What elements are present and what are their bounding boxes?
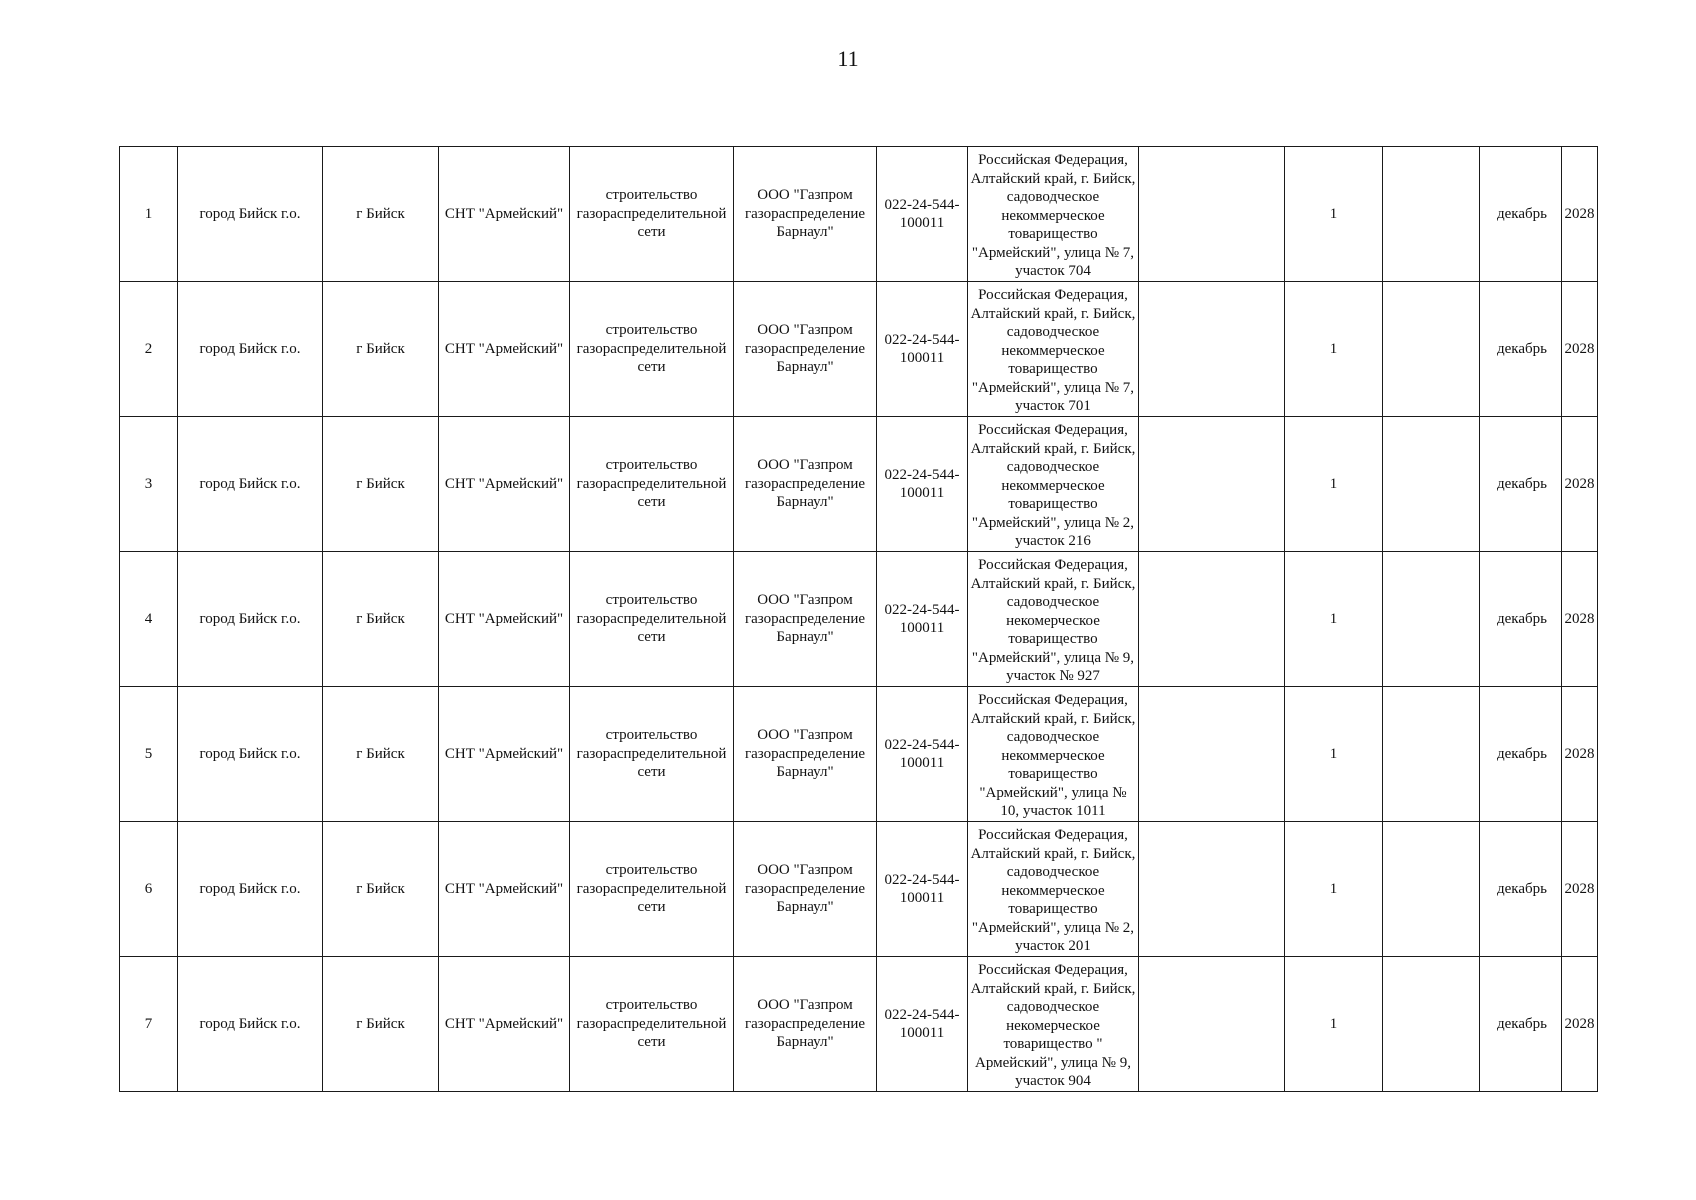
month-cell: декабрь xyxy=(1480,822,1562,957)
month-cell: декабрь xyxy=(1480,147,1562,282)
district-cell: город Бийск г.о. xyxy=(178,957,323,1092)
work-type-cell: строительство газораспределительной сети xyxy=(570,822,734,957)
month-cell: декабрь xyxy=(1480,282,1562,417)
page-number: 11 xyxy=(837,46,859,71)
settlement-cell: г Бийск xyxy=(323,957,439,1092)
object-name-cell: СНТ "Армейский" xyxy=(439,417,570,552)
object-name-cell: СНТ "Армейский" xyxy=(439,282,570,417)
table-row xyxy=(120,687,1598,822)
empty-cell xyxy=(1383,417,1480,552)
empty-cell xyxy=(1383,687,1480,822)
organization-cell: ООО "Газпром газораспределение Барнаул" xyxy=(734,282,877,417)
organization-cell: ООО "Газпром газораспределение Барнаул" xyxy=(734,552,877,687)
empty-cell xyxy=(1383,822,1480,957)
district-cell: город Бийск г.о. xyxy=(178,552,323,687)
organization-cell: ООО "Газпром газораспределение Барнаул" xyxy=(734,147,877,282)
row-number-cell: 2 xyxy=(120,282,178,417)
work-type-cell: строительство газораспределительной сети xyxy=(570,417,734,552)
quantity-cell: 1 xyxy=(1285,552,1383,687)
year-cell: 2028 xyxy=(1562,417,1598,552)
work-type-cell: строительство газораспределительной сети xyxy=(570,147,734,282)
object-name-cell: СНТ "Армейский" xyxy=(439,687,570,822)
row-number-cell: 5 xyxy=(120,687,178,822)
empty-cell xyxy=(1383,552,1480,687)
empty-cell xyxy=(1383,957,1480,1092)
settlement-cell: г Бийск xyxy=(323,687,439,822)
table-row xyxy=(120,147,1598,282)
address-cell: Российская Федерация, Алтайский край, г. Бийск, садоводческое некоммерческое товарищество "Армейский", улица № 10, участок 1011 xyxy=(968,687,1139,822)
address-cell: Российская Федерация, Алтайский край, г. Бийск, садоводческое некоммерческое товарищество "Армейский", улица № 7, участок 704 xyxy=(968,147,1139,282)
empty-cell xyxy=(1383,147,1480,282)
program-code-cell: 022-24-544-100011 xyxy=(877,957,968,1092)
object-name-cell: СНТ "Армейский" xyxy=(439,552,570,687)
quantity-cell: 1 xyxy=(1285,282,1383,417)
settlement-cell: г Бийск xyxy=(323,147,439,282)
address-cell: Российская Федерация, Алтайский край, г. Бийск, садоводческое некоммерческое товарищество "Армейский", улица № 2, участок 201 xyxy=(968,822,1139,957)
work-type-cell: строительство газораспределительной сети xyxy=(570,282,734,417)
organization-cell: ООО "Газпром газораспределение Барнаул" xyxy=(734,822,877,957)
organization-cell: ООО "Газпром газораспределение Барнаул" xyxy=(734,417,877,552)
address-cell: Российская Федерация, Алтайский край, г. Бийск, садоводческое некоммерческое товарищество "Армейский", улица № 2, участок 216 xyxy=(968,417,1139,552)
row-number-cell: 1 xyxy=(120,147,178,282)
program-code-cell: 022-24-544-100011 xyxy=(877,417,968,552)
table-row xyxy=(120,417,1598,552)
table-body xyxy=(120,147,1598,1092)
quantity-cell: 1 xyxy=(1285,957,1383,1092)
quantity-cell: 1 xyxy=(1285,687,1383,822)
row-number-cell: 3 xyxy=(120,417,178,552)
empty-cell xyxy=(1139,822,1285,957)
address-cell: Российская Федерация, Алтайский край, г. Бийск, садоводческое некомерческое товарищество " Армейский", улица № 9, участок 904 xyxy=(968,957,1139,1092)
district-cell: город Бийск г.о. xyxy=(178,687,323,822)
month-cell: декабрь xyxy=(1480,687,1562,822)
address-cell: Российская Федерация, Алтайский край, г. Бийск, садоводческое некомерческое товарищество "Армейский", улица № 9, участок № 927 xyxy=(968,552,1139,687)
organization-cell: ООО "Газпром газораспределение Барнаул" xyxy=(734,687,877,822)
empty-cell xyxy=(1383,282,1480,417)
settlement-cell: г Бийск xyxy=(323,282,439,417)
organization-cell: ООО "Газпром газораспределение Барнаул" xyxy=(734,957,877,1092)
quantity-cell: 1 xyxy=(1285,147,1383,282)
year-cell: 2028 xyxy=(1562,957,1598,1092)
gasification-table xyxy=(119,146,1598,1092)
empty-cell xyxy=(1139,417,1285,552)
row-number-cell: 7 xyxy=(120,957,178,1092)
empty-cell xyxy=(1139,957,1285,1092)
year-cell: 2028 xyxy=(1562,282,1598,417)
program-code-cell: 022-24-544-100011 xyxy=(877,282,968,417)
year-cell: 2028 xyxy=(1562,147,1598,282)
work-type-cell: строительство газораспределительной сети xyxy=(570,552,734,687)
settlement-cell: г Бийск xyxy=(323,552,439,687)
settlement-cell: г Бийск xyxy=(323,417,439,552)
row-number-cell: 6 xyxy=(120,822,178,957)
district-cell: город Бийск г.о. xyxy=(178,822,323,957)
year-cell: 2028 xyxy=(1562,822,1598,957)
object-name-cell: СНТ "Армейский" xyxy=(439,147,570,282)
year-cell: 2028 xyxy=(1562,687,1598,822)
empty-cell xyxy=(1139,552,1285,687)
district-cell: город Бийск г.о. xyxy=(178,282,323,417)
quantity-cell: 1 xyxy=(1285,417,1383,552)
table-row xyxy=(120,957,1598,1092)
month-cell: декабрь xyxy=(1480,417,1562,552)
program-code-cell: 022-24-544-100011 xyxy=(877,687,968,822)
empty-cell xyxy=(1139,147,1285,282)
quantity-cell: 1 xyxy=(1285,822,1383,957)
row-number-cell: 4 xyxy=(120,552,178,687)
district-cell: город Бийск г.о. xyxy=(178,417,323,552)
address-cell: Российская Федерация, Алтайский край, г. Бийск, садоводческое некоммерческое товарищество "Армейский", улица № 7, участок 701 xyxy=(968,282,1139,417)
year-cell: 2028 xyxy=(1562,552,1598,687)
work-type-cell: строительство газораспределительной сети xyxy=(570,957,734,1092)
program-code-cell: 022-24-544-100011 xyxy=(877,552,968,687)
program-code-cell: 022-24-544-100011 xyxy=(877,822,968,957)
settlement-cell: г Бийск xyxy=(323,822,439,957)
district-cell: город Бийск г.о. xyxy=(178,147,323,282)
table-row xyxy=(120,552,1598,687)
work-type-cell: строительство газораспределительной сети xyxy=(570,687,734,822)
month-cell: декабрь xyxy=(1480,957,1562,1092)
month-cell: декабрь xyxy=(1480,552,1562,687)
empty-cell xyxy=(1139,282,1285,417)
table-row xyxy=(120,822,1598,957)
empty-cell xyxy=(1139,687,1285,822)
table-row xyxy=(120,282,1598,417)
object-name-cell: СНТ "Армейский" xyxy=(439,822,570,957)
object-name-cell: СНТ "Армейский" xyxy=(439,957,570,1092)
program-code-cell: 022-24-544-100011 xyxy=(877,147,968,282)
